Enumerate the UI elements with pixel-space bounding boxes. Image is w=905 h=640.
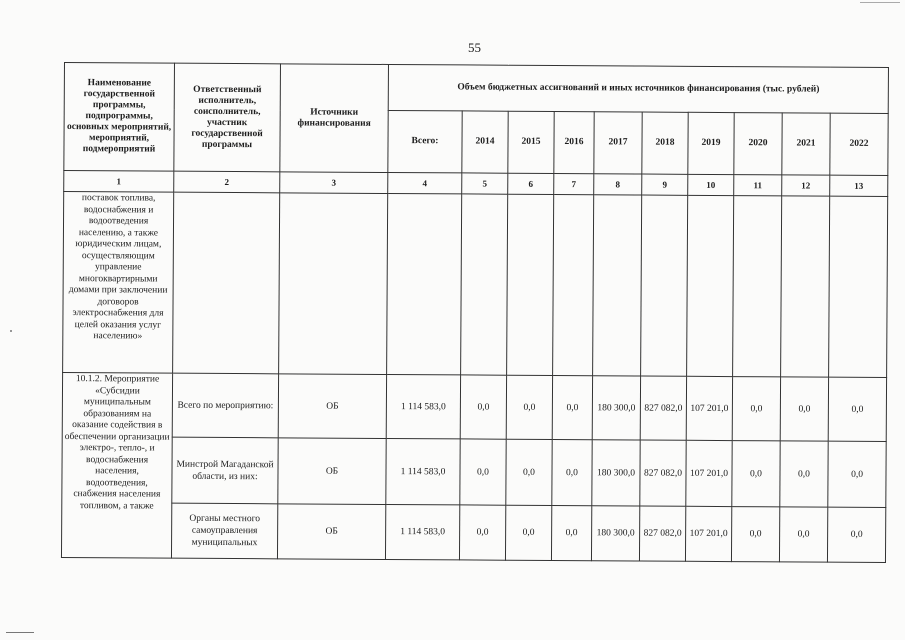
header-executor: Ответственный исполнитель, соисполнитель, участник государственной программы	[174, 63, 281, 172]
executor-cell: Органы местного самоуправления муниципальных	[171, 503, 277, 559]
column-number: 8	[594, 174, 642, 195]
scan-noise	[6, 632, 34, 633]
column-number: 1	[64, 171, 174, 193]
value-cell: 107 201,0	[686, 376, 732, 440]
empty-cell	[553, 194, 594, 375]
value-cell: 107 201,0	[685, 506, 731, 561]
header-year: 2022	[830, 113, 888, 175]
header-name: Наименование государственной программы, подпрограммы, основных мероприятий, мероприятий, подмероприятий	[64, 63, 175, 172]
column-number: 6	[508, 173, 554, 194]
source-cell: ОБ	[278, 438, 386, 505]
header-year: 2018	[642, 112, 688, 174]
table-row-continued	[63, 192, 888, 378]
scan-noise	[860, 2, 900, 3]
empty-cell	[733, 196, 782, 377]
empty-cell	[593, 195, 642, 376]
executor-cell: Всего по мероприятию:	[172, 373, 278, 438]
header-total: Всего:	[388, 110, 462, 172]
value-cell: 180 300,0	[592, 440, 640, 506]
column-number: 12	[782, 175, 830, 196]
measure-name-cell: 10.1.2. Мероприятие «Субсидии муниципальным образованиям на оказание содействия в обеспечении организации электро-, тепло-, и водоснабжения населения, водоотведения, снабжения населения топливом, а также	[61, 372, 172, 558]
column-number: 4	[388, 172, 462, 193]
empty-cell	[279, 193, 388, 375]
source-cell: ОБ	[277, 504, 385, 560]
empty-cell	[507, 194, 554, 375]
page-number: 55	[468, 40, 481, 55]
value-cell: 0,0	[780, 377, 828, 441]
value-cell: 0,0	[551, 505, 591, 560]
empty-cell	[829, 196, 888, 377]
header-year: 2021	[782, 113, 830, 175]
budget-table	[61, 62, 889, 563]
empty-cell	[641, 195, 688, 376]
column-number: 11	[734, 175, 782, 196]
column-number: 9	[642, 174, 688, 195]
column-number: 5	[462, 173, 508, 194]
value-cell: 0,0	[828, 377, 886, 441]
column-number: 10	[688, 174, 734, 195]
value-cell: 0,0	[459, 505, 505, 560]
value-cell: 0,0	[552, 375, 592, 439]
header-year: 2015	[508, 111, 554, 173]
value-cell: 827 082,0	[640, 440, 686, 506]
header-year: 2014	[462, 111, 508, 173]
column-number: 2	[174, 171, 280, 193]
value-cell: 0,0	[506, 439, 552, 505]
value-cell: 0,0	[731, 507, 779, 562]
empty-cell	[687, 195, 734, 376]
value-cell: 0,0	[827, 507, 885, 562]
total-cell: 1 114 583,0	[386, 374, 460, 438]
header-year: 2016	[554, 111, 594, 173]
header-sources: Источники финансирования	[280, 64, 389, 173]
value-cell: 0,0	[779, 507, 827, 562]
header-volume: Объем бюджетных ассигнований и иных источников финансирования (тыс. рублей)	[388, 64, 888, 113]
table-row	[62, 372, 886, 441]
value-cell: 180 300,0	[592, 376, 640, 440]
value-cell: 180 300,0	[591, 506, 639, 561]
source-cell: ОБ	[278, 374, 386, 439]
table-row	[61, 502, 885, 562]
value-cell: 0,0	[780, 441, 828, 507]
value-cell: 0,0	[552, 439, 592, 505]
empty-cell	[173, 192, 280, 374]
empty-cell	[781, 196, 830, 377]
value-cell: 0,0	[506, 375, 552, 439]
header-year: 2019	[688, 112, 734, 174]
table-row	[62, 436, 886, 507]
empty-cell	[461, 194, 508, 375]
header-year: 2020	[734, 113, 782, 175]
value-cell: 107 201,0	[686, 440, 732, 506]
column-number: 3	[280, 172, 388, 194]
empty-cell	[387, 193, 462, 374]
value-cell: 0,0	[505, 505, 551, 560]
continued-name-cell: поставок топлива, водоснабжения и водоотведения населению, а также юридическим лицам, осуществляющим управление многоквартирными домами при заключении договоров электроснабжения для целей оказания услуг населению»	[63, 192, 174, 374]
total-cell: 1 114 583,0	[386, 438, 460, 504]
value-cell: 0,0	[732, 441, 780, 507]
scan-noise	[10, 330, 12, 332]
value-cell: 0,0	[828, 441, 886, 507]
total-cell: 1 114 583,0	[385, 504, 459, 559]
header-year: 2017	[594, 112, 642, 174]
value-cell: 0,0	[460, 375, 506, 439]
value-cell: 827 082,0	[640, 376, 686, 440]
value-cell: 827 082,0	[639, 506, 685, 561]
column-number: 13	[830, 175, 888, 196]
value-cell: 0,0	[460, 439, 506, 505]
budget-table-sheet	[61, 62, 888, 581]
value-cell: 0,0	[732, 377, 780, 441]
column-number: 7	[554, 173, 594, 194]
executor-cell: Минстрой Магаданской области, из них:	[172, 437, 278, 504]
